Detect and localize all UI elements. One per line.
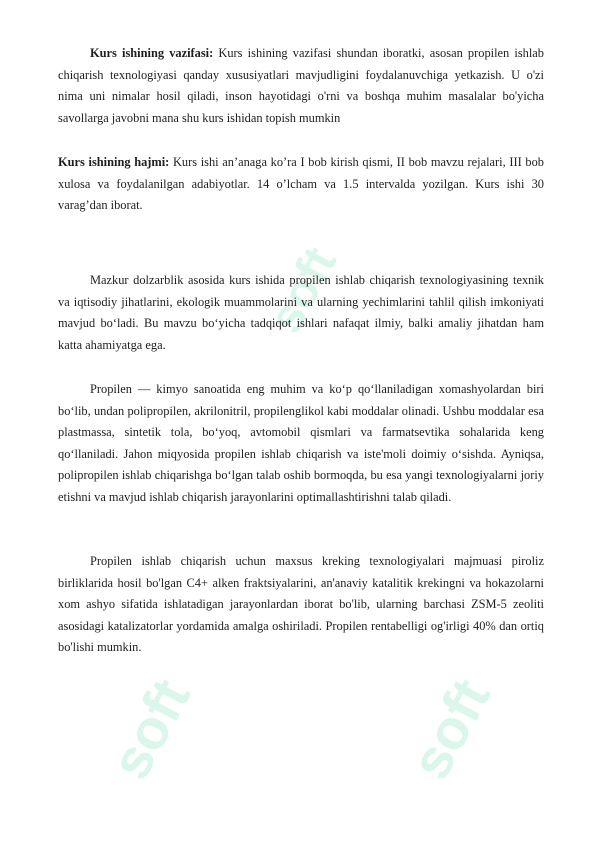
svg-text:soft: soft [398,668,502,789]
paragraph-lead: Kurs ishining vazifasi: [90,46,214,60]
paragraph-text: Kurs ishi an’anaga ko’ra I bob kirish qismi, II bob mavzu rejalari, III bob xulosa va foydalanilgan adabiyotlar. 14 o’lcham va 1.5 intervalda yozilgan. Kurs ishi 30 varag’dan iborat. [58,155,544,213]
paragraph-lead: Kurs ishining hajmi: [58,155,170,169]
paragraph-text: Kurs ishining vazifasi shundan iboratki, asosan propilen ishlab chiqarish texnologiyasi qanday xususiyatlari mavjudligini foydalanuvchiga yetkazish. U o'zi nima uni nimalar hosil qiladi, inson hayotidagi o'rni va boshqa muhim masalalar bo'yicha savollarga javobni mana shu kurs ishidan topish mumkin [58,46,544,125]
paragraph-text: Propilen ishlab chiqarish uchun maxsus kreking texnologiyalari majmuasi piroliz birliklarida hosil bo'lgan C4+ alken fraktsiyalarini, an'anaviy katalitik krekingni va hokazolarni xom ashyo sifatida ishlatadigan jarayonlardan iborat bo'lib, ularning barchasi ZSM-5 zeoliti asosidagi katalizatorlar yordamida amalga oshiriladi. Propilen rentabelligi og'irligi 40% dan ortiq bo'lishi mumkin. [58,554,544,655]
paragraph-propylene-production [58,551,544,659]
paragraph-task [58,43,544,129]
paragraph-text: Propilen — kimyo sanoatida eng muhim va ko‘p qo‘llaniladigan xomashyolardan biri bo‘lib, undan polipropilen, akrilonitril, propilenglikol kabi moddalar olinadi. Ushbu moddalar esa plastmassa, sintetik tola, bo‘yoq, avtomobil qismlari va farmatsevtika sohalarida keng qo‘llaniladi. Jahon miqyosida propilen ishlab chiqarish va iste'moli doimiy o‘sishda. Ayniqsa, polipropilen ishlab chiqarishga bo‘lgan talab oshib bormoqda, bu esa yangi texnologiyalarni joriy etishni va mavjud ishlab chiqarish jarayonlarini optimallashtirishni talab qiladi. [58,382,544,504]
paragraph-volume [58,152,544,217]
svg-text:soft: soft [98,668,202,789]
paragraph-relevance [58,270,544,356]
svg-text:soft: soft [258,239,347,342]
paragraph-text: Mazkur dolzarblik asosida kurs ishida propilen ishlab chiqarish texnologiyasining texnik va iqtisodiy jihatlarini, ekologik muammolarini va ularning yechimlarini tahlil qilish imkoniyati mavjud bo‘ladi. Bu mavzu bo‘yicha tadqiqot ishlari nafaqat ilmiy, balki amaliy jihatdan ham katta ahamiyatga ega. [58,273,544,352]
paragraph-propylene-use [58,379,544,509]
